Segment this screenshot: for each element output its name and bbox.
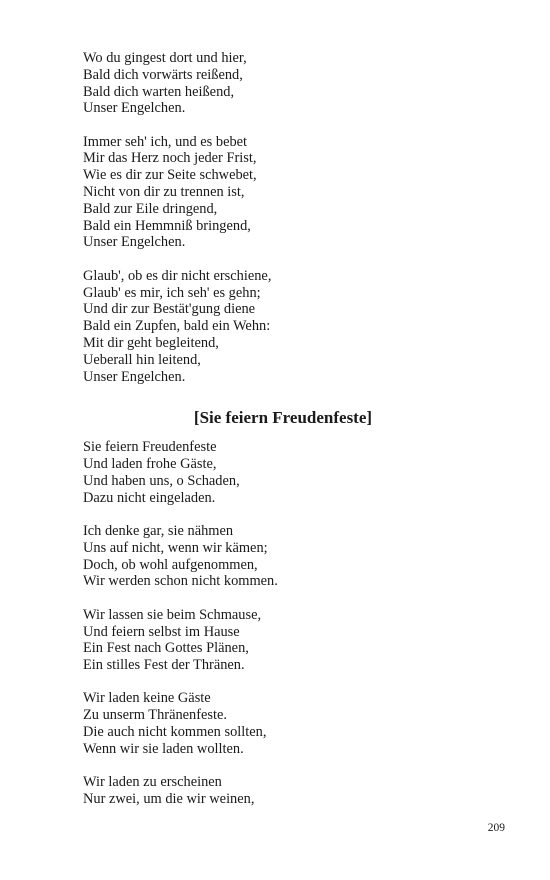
verse-line: Unser Engelchen. — [83, 234, 186, 251]
stanza — [83, 523, 483, 590]
verse-line: Wenn wir sie laden wollten. — [83, 740, 244, 757]
verse-line: Immer seh' ich, und es bebet — [83, 133, 248, 150]
verse-line: Und feiern selbst im Hause — [83, 623, 240, 640]
stanza — [83, 134, 483, 252]
verse-line: Ein stilles Fest der Thränen. — [83, 657, 245, 674]
verse-line: Ueberall hin leitend, — [83, 351, 201, 368]
verse-line: Sie feiern Freudenfeste — [83, 439, 217, 456]
verse-line: Und haben uns, o Schaden, — [83, 472, 240, 489]
verse-line: Die auch nicht kommen sollten, — [83, 724, 267, 740]
poem-sie-feiern-freudenfeste — [83, 439, 483, 807]
verse-line: Bald ein Zupfen, bald ein Wehn: — [83, 318, 271, 335]
verse-line: Uns auf nicht, wenn wir kämen; — [83, 539, 268, 556]
stanza — [83, 268, 483, 386]
stanza — [83, 607, 483, 674]
verse-line: Glaub' es mir, ich seh' es gehn; — [83, 284, 261, 301]
verse-line: Wir lassen sie beim Schmause, — [83, 606, 262, 623]
stanza — [83, 774, 483, 808]
verse-line: Mit dir geht begleitend, — [83, 334, 219, 351]
verse-line: Ich denke gar, sie nähmen — [83, 523, 234, 540]
stanza — [83, 439, 483, 506]
verse-line: Wir laden keine Gäste — [83, 690, 211, 707]
verse-line: Ein Fest nach Gottes Plänen, — [83, 640, 249, 657]
verse-line: Und dir zur Bestät'gung diene — [83, 301, 256, 318]
verse-line: Wo du gingest dort und hier, — [83, 50, 247, 66]
poem-title: [Sie feiern Freudenfeste] — [193, 408, 373, 428]
verse-line: Bald dich warten heißend, — [83, 83, 235, 100]
verse-line: Nicht von dir zu trennen ist, — [83, 184, 245, 201]
verse-line: Glaub', ob es dir nicht erschiene, — [83, 267, 272, 284]
verse-line: Wie es dir zur Seite schwebet, — [83, 167, 257, 184]
verse-line: Nur zwei, um die wir weinen, — [83, 790, 255, 807]
stanza — [83, 50, 483, 117]
verse-line: Bald dich vorwärts reißend, — [83, 66, 243, 83]
page-content — [83, 50, 483, 824]
verse-line: Mir das Herz noch jeder Frist, — [83, 150, 257, 167]
verse-line: Doch, ob wohl aufgenommen, — [83, 556, 258, 573]
page-number: 209 — [487, 822, 505, 834]
poem-continued — [83, 50, 483, 385]
verse-line: Unser Engelchen. — [83, 100, 186, 117]
stanza — [83, 690, 483, 757]
verse-line: Zu unserm Thränenfeste. — [83, 707, 227, 724]
verse-line: Bald zur Eile dringend, — [83, 200, 218, 217]
verse-line: Unser Engelchen. — [83, 368, 186, 385]
verse-line: Und laden frohe Gäste, — [83, 456, 217, 473]
verse-line: Bald ein Hemmniß bringend, — [83, 217, 251, 234]
verse-line: Wir laden zu erscheinen — [83, 774, 222, 791]
verse-line: Wir werden schon nicht kommen. — [83, 573, 278, 590]
verse-line: Dazu nicht eingeladen. — [83, 489, 216, 506]
